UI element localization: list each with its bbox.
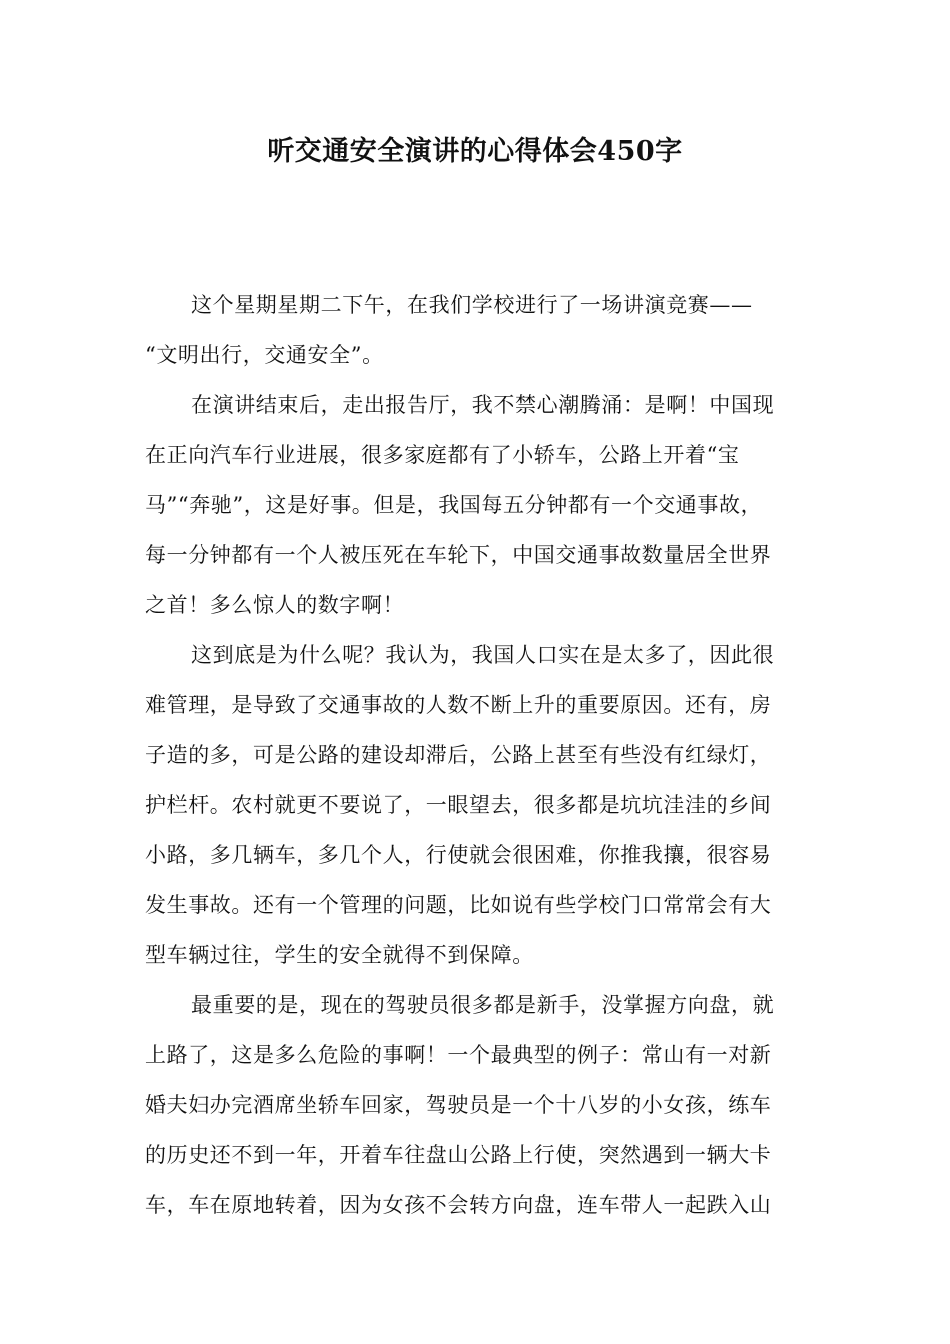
paragraph-line: 之首！多么惊人的数字啊！	[145, 593, 405, 617]
paragraph-line: 发生事故。还有一个管理的问题，比如说有些学校门口常常会有大	[145, 893, 772, 917]
paragraph-2	[145, 380, 835, 630]
paragraph-line: 马”“奔驰”，这是好事。但是，我国每五分钟都有一个交通事故，	[145, 493, 763, 517]
paragraph-line: 婚夫妇办完酒席坐轿车回家，驾驶员是一个十八岁的小女孩，练车	[145, 1093, 772, 1117]
paragraph-line: 子造的多，可是公路的建设却滞后，公路上甚至有些没有红绿灯，	[145, 743, 772, 767]
paragraph-line: 在演讲结束后，走出报告厅，我不禁心潮腾涌：是啊！中国现	[191, 393, 775, 417]
paragraph-line: 型车辆过往，学生的安全就得不到保障。	[145, 943, 534, 967]
paragraph-line: 每一分钟都有一个人被压死在车轮下，中国交通事故数量居全世界	[145, 543, 772, 567]
paragraph-line: 这到底是为什么呢？我认为，我国人口实在是太多了，因此很	[191, 643, 775, 667]
paragraph-3	[145, 630, 835, 980]
document-title: 听交通安全演讲的心得体会450字	[267, 136, 683, 167]
paragraph-line: 上路了，这是多么危险的事啊！一个最典型的例子：常山有一对新	[145, 1043, 772, 1067]
paragraph-line: 这个星期星期二下午，在我们学校进行了一场讲演竞赛——	[191, 293, 753, 317]
paragraph-line: 难管理，是导致了交通事故的人数不断上升的重要原因。还有，房	[145, 693, 772, 717]
paragraph-line: 在正向汽车行业进展，很多家庭都有了小轿车，公路上开着“宝	[145, 443, 740, 467]
paragraph-4	[145, 980, 835, 1230]
document-body	[145, 280, 835, 1230]
paragraph-line: “文明出行，交通安全”。	[145, 343, 384, 367]
paragraph-line: 最重要的是，现在的驾驶员很多都是新手，没掌握方向盘，就	[191, 993, 775, 1017]
paragraph-1	[145, 280, 835, 380]
paragraph-line: 的历史还不到一年，开着车往盘山公路上行使，突然遇到一辆大卡	[145, 1143, 772, 1167]
paragraph-line: 车，车在原地转着，因为女孩不会转方向盘，连车带人一起跌入山	[145, 1193, 772, 1217]
paragraph-line: 小路，多几辆车，多几个人，行使就会很困难，你推我攘，很容易	[145, 843, 772, 867]
paragraph-line: 护栏杆。农村就更不要说了，一眼望去，很多都是坑坑洼洼的乡间	[145, 793, 772, 817]
